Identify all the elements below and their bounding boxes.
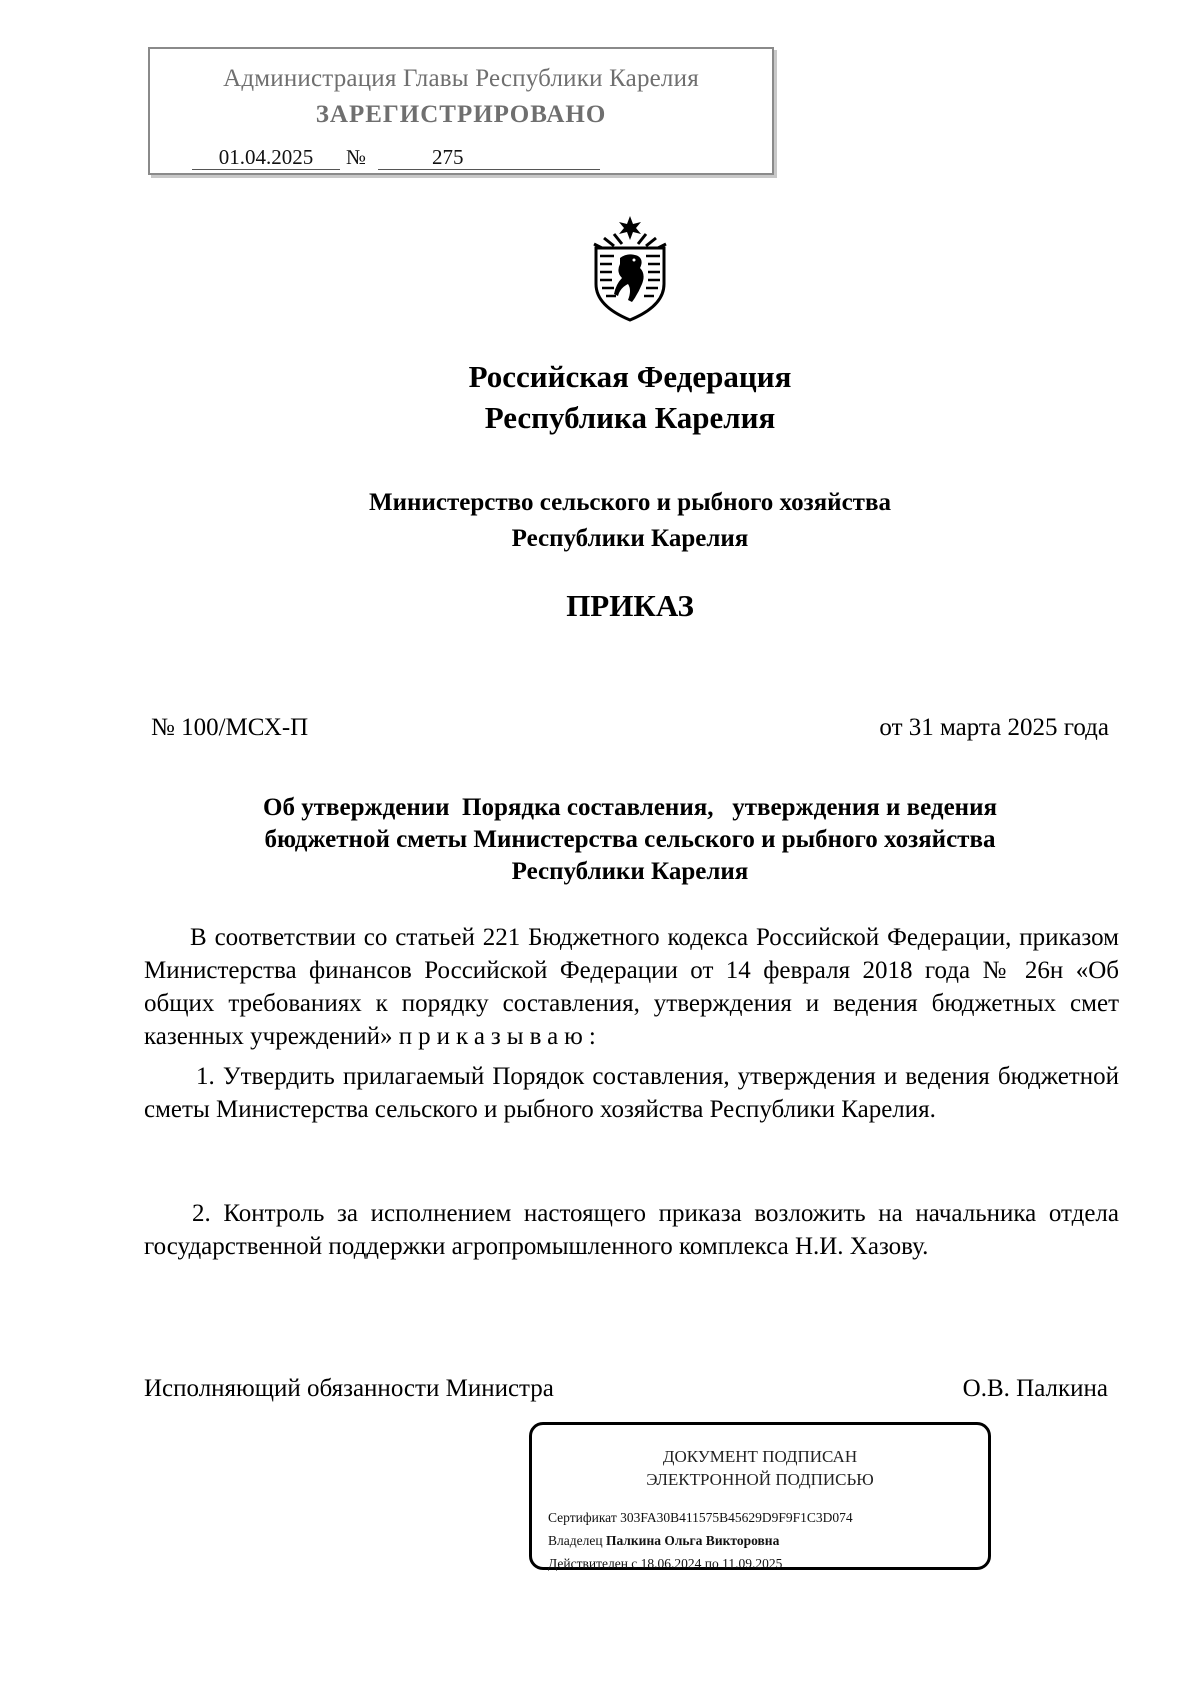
subject-line-3: Республики Карелия: [511, 858, 749, 885]
registration-stamp: [148, 47, 774, 175]
esig-valid-to-label: по: [704, 1556, 719, 1571]
esig-owner-value: Палкина Ольга Викторовна: [605, 1533, 780, 1548]
signer-title: Исполняющий обязанности Министра: [144, 1375, 554, 1402]
esig-valid-from: 18.06.2024: [640, 1556, 702, 1571]
subject-line-2: бюджетной сметы Министерства сельского и рыбного хозяйства: [264, 826, 996, 853]
directive-word: приказываю:: [398, 1023, 602, 1050]
esig-owner-label: Владелец: [548, 1533, 603, 1548]
preamble-text: В соответствии со статьей 221 Бюджетного кодекса Российской Федерации, приказом Министерства финансов Российской Федерации от 14 февраля 2018 года № 26н «Об общих требованиях к порядку составления, утверждения и ведения бюджетных смет казенных учреждений»: [144, 924, 1119, 1050]
preamble-paragraph: [144, 921, 1119, 1053]
esig-valid-to: 11.09.2025: [722, 1556, 783, 1571]
esig-certificate-row: [548, 1510, 853, 1526]
karelia-coat-of-arms-icon: [584, 214, 676, 322]
stamp-organization: Администрация Главы Республики Карелия: [223, 65, 699, 92]
esig-valid-from-label: Действителен с: [548, 1556, 638, 1571]
esig-title-line-2: ЭЛЕКТРОННОЙ ПОДПИСЬЮ: [646, 1470, 874, 1489]
subject-line-1: Об утверждении Порядка составления, утверждения и ведения: [263, 794, 997, 821]
stamp-number: 275: [378, 145, 600, 170]
document-type: ПРИКАЗ: [566, 588, 694, 623]
header-country-block: [0, 356, 1200, 438]
item-2-paragraph: 2. Контроль за исполнением настоящего приказа возложить на начальника отдела государственной поддержки агропромышленного комплекса Н.И. Хазову.: [144, 1200, 1119, 1260]
signer-name: О.В. Палкина: [962, 1375, 1108, 1402]
order-subject: [150, 792, 1110, 888]
header-country: Российская Федерация: [468, 359, 792, 394]
esig-title-line-1: ДОКУМЕНТ ПОДПИСАН: [662, 1447, 858, 1466]
ministry-line-1: Министерство сельского и рыбного хозяйства: [369, 489, 891, 516]
esig-certificate-value: 303FA30B411575B45629D9F9F1C3D074: [620, 1510, 853, 1525]
item-1-paragraph: 1. Утвердить прилагаемый Порядок составления, утверждения и ведения бюджетной сметы Министерства сельского и рыбного хозяйства Республики Карелия.: [144, 1063, 1119, 1123]
esig-title: [532, 1445, 988, 1491]
stamp-status: ЗАРЕГИСТРИРОВАНО: [315, 101, 607, 128]
ministry-line-2: Республики Карелия: [511, 525, 749, 552]
esig-owner-row: [548, 1533, 779, 1549]
esig-certificate-label: Сертификат: [548, 1510, 617, 1525]
esig-validity-row: [548, 1556, 782, 1572]
header-ministry-block: [0, 485, 1200, 557]
electronic-signature-stamp: [529, 1422, 991, 1570]
stamp-date: 01.04.2025: [192, 145, 340, 170]
stamp-number-label: №: [346, 145, 367, 169]
header-republic: Республика Карелия: [484, 400, 776, 435]
order-date: от 31 марта 2025 года: [879, 714, 1109, 741]
order-number: № 100/МСХ-П: [151, 714, 309, 741]
